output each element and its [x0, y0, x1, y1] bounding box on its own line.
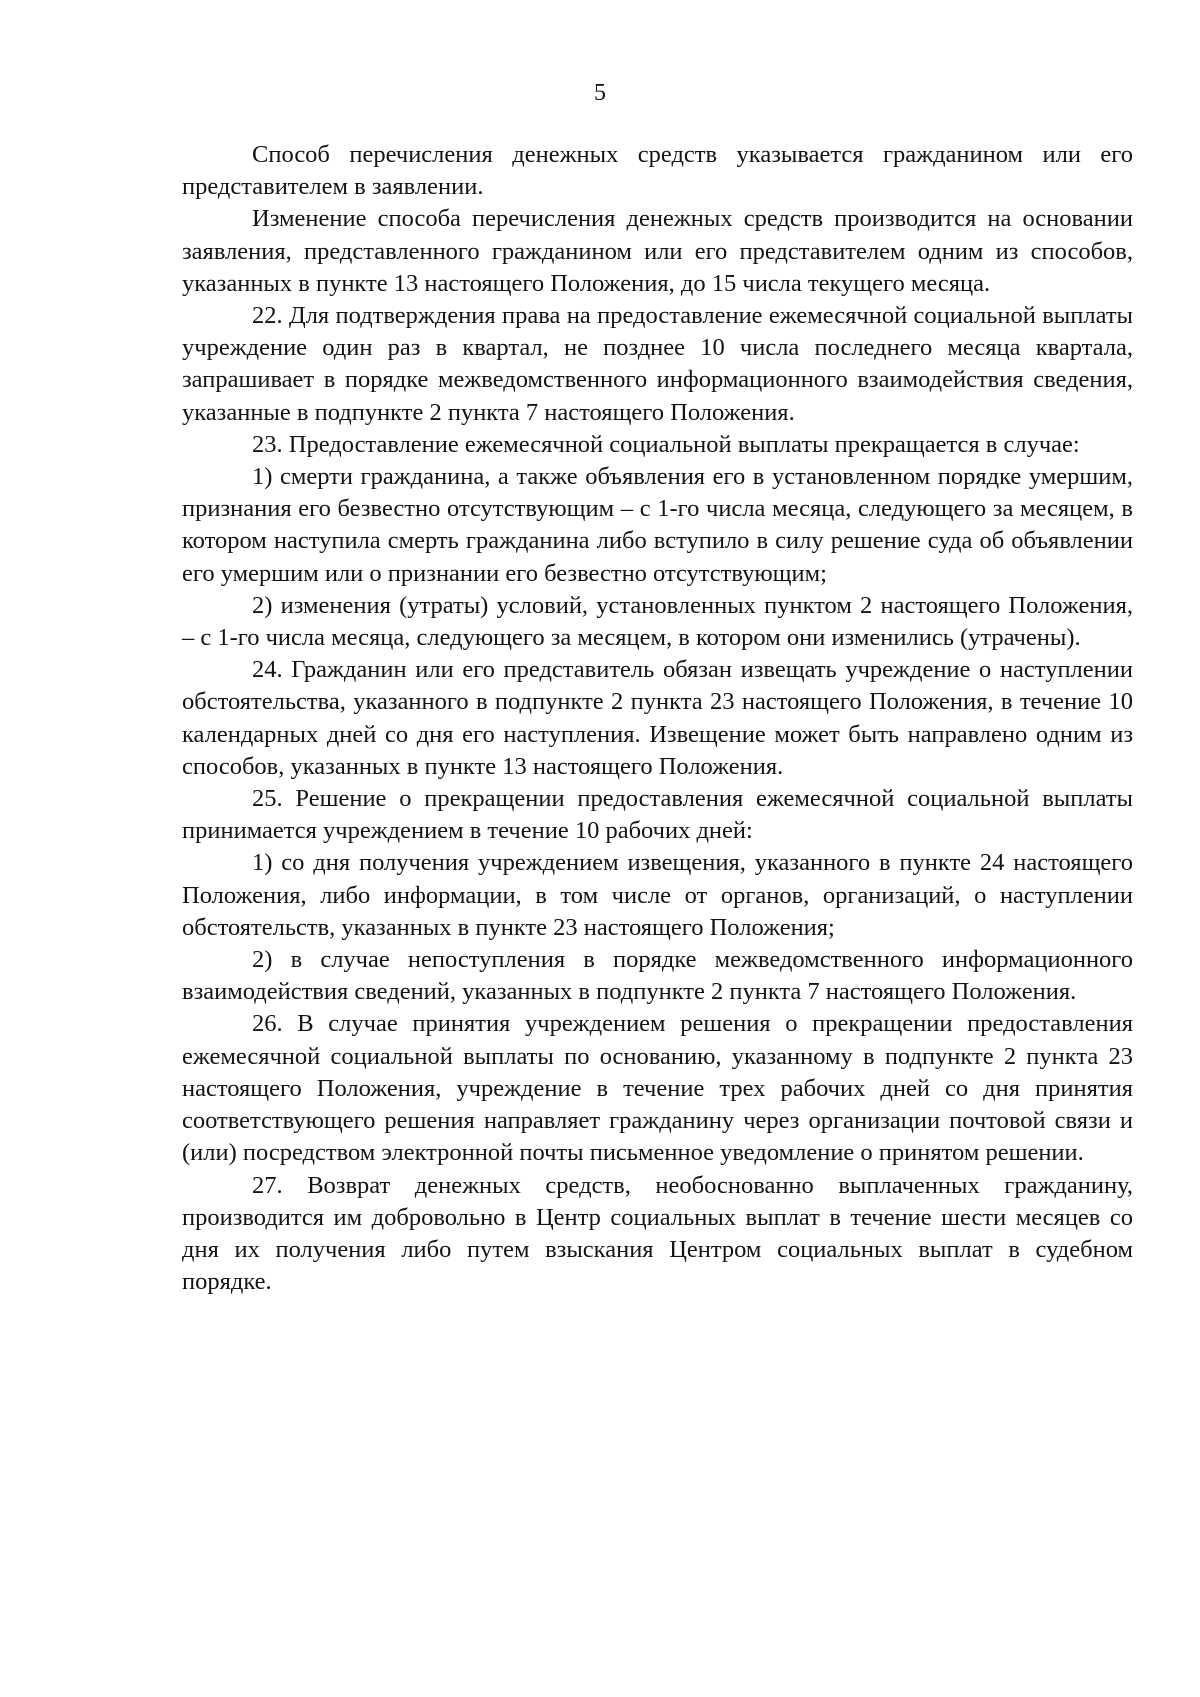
paragraph-24: 24. Гражданин или его представитель обязан извещать учреждение о наступлении обстоятельства, указанного в подпункте 2 пункта 23 настоящего Положения, в течение 10 календарных дней со дня его наступления. Извещение может быть направлено одним из способов, указанных в пункте 13 настоящего Положения.	[182, 656, 1133, 780]
paragraph-23: 23. Предоставление ежемесячной социальной выплаты прекращается в случае:	[252, 430, 1080, 458]
page-number: 5	[594, 80, 606, 106]
paragraph-25-item-2: 2) в случае непоступления в порядке межведомственного информационного взаимодействия сведений, указанных в подпункте 2 пункта 7 настоящего Положения.	[182, 946, 1133, 1006]
paragraph-25-item-1: 1) со дня получения учреждением извещения, указанного в пункте 24 настоящего Положения, либо информации, в том числе от органов, организаций, о наступлении обстоятельств, указанных в пункте 23 настоящего Положения;	[182, 849, 1133, 941]
document-body	[182, 139, 1133, 1298]
paragraph-payment-method-change: Изменение способа перечисления денежных средств производится на основании заявления, представленного гражданином или его представителем одним из способов, указанных в пункте 13 настоящего Положения, до 15 числа текущего месяца.	[182, 205, 1133, 297]
paragraph-22: 22. Для подтверждения права на предоставление ежемесячной социальной выплаты учреждение один раз в квартал, не позднее 10 числа последнего месяца квартала, запрашивает в порядке межведомственного информационного взаимодействия сведения, указанные в подпункте 2 пункта 7 настоящего Положения.	[182, 302, 1133, 426]
paragraph-23-item-2: 2) изменения (утраты) условий, установленных пунктом 2 настоящего Положения, – с 1-го числа месяца, следующего за месяцем, в котором они изменились (утрачены).	[182, 591, 1133, 652]
paragraph-payment-method: Способ перечисления денежных средств указывается гражданином или его представителем в заявлении.	[182, 141, 1133, 201]
paragraph-25: 25. Решение о прекращении предоставления ежемесячной социальной выплаты принимается учреждением в течение 10 рабочих дней:	[182, 785, 1133, 845]
paragraph-23-item-1: 1) смерти гражданина, а также объявления его в установленном порядке умершим, признания его безвестно отсутствующим – с 1-го числа месяца, следующего за месяцем, в котором наступила смерть гражданина либо вступило в силу решение суда об объявлении его умершим или о признании его безвестно отсутствующим;	[182, 463, 1133, 587]
paragraph-26: 26. В случае принятия учреждением решения о прекращении предоставления ежемесячной социальной выплаты по основанию, указанному в подпункте 2 пункта 23 настоящего Положения, учреждение в течение трех рабочих дней со дня принятия соответствующего решения направляет гражданину через организации почтовой связи и (или) посредством электронной почты письменное уведомление о принятом решении.	[182, 1010, 1133, 1167]
paragraph-27: 27. Возврат денежных средств, необоснованно выплаченных гражданину, производится им добровольно в Центр социальных выплат в течение шести месяцев со дня их получения либо путем взыскания Центром социальных выплат в судебном порядке.	[182, 1171, 1133, 1296]
